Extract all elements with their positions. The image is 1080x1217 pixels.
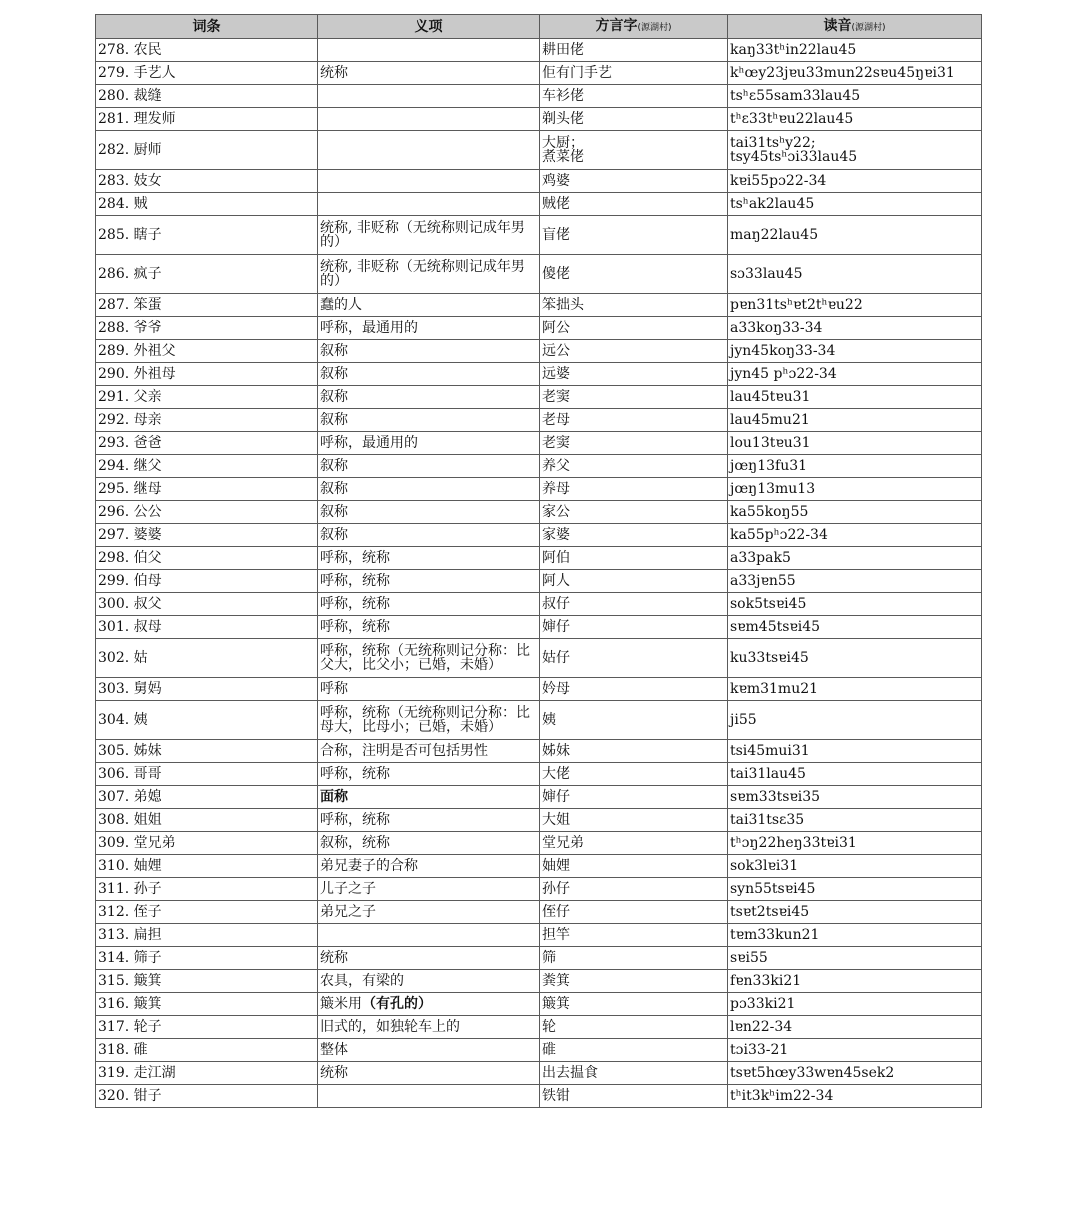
table-row bbox=[96, 740, 982, 763]
table-row bbox=[96, 1016, 982, 1039]
table-row bbox=[96, 108, 982, 131]
cell-gloss: 农具，有梁的 bbox=[318, 970, 540, 993]
table-row bbox=[96, 524, 982, 547]
cell-reading: jyn45 pʰɔ22-34 bbox=[728, 363, 982, 386]
cell-reading: kɐi55pɔ22-34 bbox=[728, 170, 982, 193]
table-row bbox=[96, 432, 982, 455]
cell-reading: ka55koŋ55 bbox=[728, 501, 982, 524]
cell-reading: tʰit3kʰim22-34 bbox=[728, 1085, 982, 1108]
cell-term: 279. 手艺人 bbox=[96, 62, 318, 85]
table-row bbox=[96, 501, 982, 524]
cell-gloss bbox=[318, 85, 540, 108]
cell-term: 313. 扁担 bbox=[96, 924, 318, 947]
cell-dialect: 贼佬 bbox=[540, 193, 728, 216]
table-row bbox=[96, 970, 982, 993]
cell-reading: sɐm45tsɐi45 bbox=[728, 616, 982, 639]
table-row bbox=[96, 593, 982, 616]
table-row bbox=[96, 616, 982, 639]
cell-term: 301. 叔母 bbox=[96, 616, 318, 639]
cell-reading: jyn45koŋ33-34 bbox=[728, 340, 982, 363]
table-row bbox=[96, 855, 982, 878]
cell-term: 320. 钳子 bbox=[96, 1085, 318, 1108]
cell-term: 304. 姨 bbox=[96, 701, 318, 740]
table-row bbox=[96, 386, 982, 409]
cell-gloss: 呼称，最通用的 bbox=[318, 317, 540, 340]
cell-reading: sɔ33lau45 bbox=[728, 255, 982, 294]
cell-term: 306. 哥哥 bbox=[96, 763, 318, 786]
lexicon-table bbox=[95, 14, 982, 1108]
cell-term: 293. 爸爸 bbox=[96, 432, 318, 455]
cell-reading: tsʰak2lau45 bbox=[728, 193, 982, 216]
cell-dialect: 铁钳 bbox=[540, 1085, 728, 1108]
cell-dialect: 侄仔 bbox=[540, 901, 728, 924]
cell-gloss: 呼称，统称 bbox=[318, 593, 540, 616]
cell-gloss: 统称 bbox=[318, 947, 540, 970]
cell-gloss: 呼称 bbox=[318, 678, 540, 701]
cell-dialect: 老窦 bbox=[540, 432, 728, 455]
cell-term: 302. 姑 bbox=[96, 639, 318, 678]
cell-dialect: 孙仔 bbox=[540, 878, 728, 901]
cell-gloss bbox=[318, 108, 540, 131]
cell-reading: tsi45mui31 bbox=[728, 740, 982, 763]
cell-reading: ji55 bbox=[728, 701, 982, 740]
cell-gloss: 蠢的人 bbox=[318, 294, 540, 317]
cell-gloss bbox=[318, 1085, 540, 1108]
cell-term: 284. 贼 bbox=[96, 193, 318, 216]
cell-dialect: 老母 bbox=[540, 409, 728, 432]
table-row bbox=[96, 832, 982, 855]
table-row bbox=[96, 1039, 982, 1062]
table-row bbox=[96, 131, 982, 170]
cell-reading: tsʰɛ55sam33lau45 bbox=[728, 85, 982, 108]
cell-dialect: 老窦 bbox=[540, 386, 728, 409]
table-row bbox=[96, 294, 982, 317]
cell-term: 311. 孙子 bbox=[96, 878, 318, 901]
table-row bbox=[96, 455, 982, 478]
cell-reading: a33pak5 bbox=[728, 547, 982, 570]
cell-term: 280. 裁缝 bbox=[96, 85, 318, 108]
cell-gloss: 叙称 bbox=[318, 524, 540, 547]
table-row bbox=[96, 340, 982, 363]
cell-dialect: 粪箕 bbox=[540, 970, 728, 993]
cell-gloss: 呼称，统称（无统称则记分称：比父大，比父小；已婚，未婚） bbox=[318, 639, 540, 678]
cell-reading: kɐm31mu21 bbox=[728, 678, 982, 701]
cell-term: 298. 伯父 bbox=[96, 547, 318, 570]
cell-reading: tai31lau45 bbox=[728, 763, 982, 786]
cell-gloss: 整体 bbox=[318, 1039, 540, 1062]
cell-term: 299. 伯母 bbox=[96, 570, 318, 593]
cell-gloss: 呼称，最通用的 bbox=[318, 432, 540, 455]
cell-gloss bbox=[318, 131, 540, 170]
cell-term: 309. 堂兄弟 bbox=[96, 832, 318, 855]
cell-dialect: 养父 bbox=[540, 455, 728, 478]
cell-reading: ka55pʰɔ22-34 bbox=[728, 524, 982, 547]
cell-gloss bbox=[318, 39, 540, 62]
cell-term: 295. 继母 bbox=[96, 478, 318, 501]
table-row bbox=[96, 1085, 982, 1108]
table-body bbox=[96, 39, 982, 1108]
table-row bbox=[96, 993, 982, 1016]
cell-gloss: 叙称 bbox=[318, 455, 540, 478]
cell-term: 307. 弟媳 bbox=[96, 786, 318, 809]
cell-dialect: 大佬 bbox=[540, 763, 728, 786]
cell-gloss bbox=[318, 170, 540, 193]
cell-reading: lau45mu21 bbox=[728, 409, 982, 432]
cell-gloss: 统称 bbox=[318, 62, 540, 85]
cell-term: 300. 叔父 bbox=[96, 593, 318, 616]
table-row bbox=[96, 39, 982, 62]
table-row bbox=[96, 639, 982, 678]
cell-gloss: 叙称 bbox=[318, 478, 540, 501]
table-row bbox=[96, 478, 982, 501]
cell-reading: sɐi55 bbox=[728, 947, 982, 970]
cell-dialect: 鸡婆 bbox=[540, 170, 728, 193]
cell-dialect: 妯娌 bbox=[540, 855, 728, 878]
cell-gloss: 叙称 bbox=[318, 501, 540, 524]
cell-gloss: 弟兄妻子的合称 bbox=[318, 855, 540, 878]
cell-reading: kaŋ33tʰin22lau45 bbox=[728, 39, 982, 62]
cell-dialect: 筛 bbox=[540, 947, 728, 970]
cell-reading: lɐn22-34 bbox=[728, 1016, 982, 1039]
cell-dialect: 车衫佬 bbox=[540, 85, 728, 108]
cell-term: 303. 舅妈 bbox=[96, 678, 318, 701]
cell-term: 278. 农民 bbox=[96, 39, 318, 62]
cell-term: 296. 公公 bbox=[96, 501, 318, 524]
cell-dialect: 婶仔 bbox=[540, 616, 728, 639]
table-row bbox=[96, 62, 982, 85]
cell-reading: tʰɔŋ22heŋ33tɐi31 bbox=[728, 832, 982, 855]
table-row bbox=[96, 947, 982, 970]
cell-reading: kʰœy23jɐu33mun22sɐu45ŋɐi31 bbox=[728, 62, 982, 85]
table-row bbox=[96, 85, 982, 108]
table-row bbox=[96, 763, 982, 786]
cell-reading: tɐm33kun21 bbox=[728, 924, 982, 947]
cell-gloss: 呼称，统称 bbox=[318, 809, 540, 832]
cell-term: 294. 继父 bbox=[96, 455, 318, 478]
cell-dialect: 堂兄弟 bbox=[540, 832, 728, 855]
cell-dialect: 远公 bbox=[540, 340, 728, 363]
table-row bbox=[96, 924, 982, 947]
table-row bbox=[96, 701, 982, 740]
cell-dialect: 阿伯 bbox=[540, 547, 728, 570]
cell-gloss: 叙称 bbox=[318, 363, 540, 386]
cell-dialect: 剃头佬 bbox=[540, 108, 728, 131]
cell-gloss: 叙称 bbox=[318, 386, 540, 409]
cell-dialect: 阿公 bbox=[540, 317, 728, 340]
cell-dialect: 簸箕 bbox=[540, 993, 728, 1016]
cell-gloss: 统称, 非贬称（无统称则记成年男的） bbox=[318, 216, 540, 255]
cell-term: 318. 碓 bbox=[96, 1039, 318, 1062]
cell-term: 292. 母亲 bbox=[96, 409, 318, 432]
cell-gloss bbox=[318, 993, 540, 1016]
cell-reading: tʰɛ33tʰɐu22lau45 bbox=[728, 108, 982, 131]
cell-gloss: 合称，注明是否可包括男性 bbox=[318, 740, 540, 763]
cell-reading: pɐn31tsʰɐt2tʰɐu22 bbox=[728, 294, 982, 317]
cell-dialect: 姑仔 bbox=[540, 639, 728, 678]
cell-term: 314. 筛子 bbox=[96, 947, 318, 970]
cell-reading: fɐn33ki21 bbox=[728, 970, 982, 993]
cell-dialect: 远婆 bbox=[540, 363, 728, 386]
cell-gloss: 叙称，统称 bbox=[318, 832, 540, 855]
cell-term: 281. 理发师 bbox=[96, 108, 318, 131]
cell-term: 297. 婆婆 bbox=[96, 524, 318, 547]
cell-term: 286. 疯子 bbox=[96, 255, 318, 294]
cell-reading: syn55tsɐi45 bbox=[728, 878, 982, 901]
cell-reading: jœŋ13fu31 bbox=[728, 455, 982, 478]
table-row bbox=[96, 317, 982, 340]
cell-gloss bbox=[318, 193, 540, 216]
cell-reading: sok5tsɐi45 bbox=[728, 593, 982, 616]
table-row bbox=[96, 786, 982, 809]
cell-gloss: 呼称，统称 bbox=[318, 616, 540, 639]
cell-reading: pɔ33ki21 bbox=[728, 993, 982, 1016]
cell-gloss: 呼称，统称 bbox=[318, 763, 540, 786]
cell-term: 312. 侄子 bbox=[96, 901, 318, 924]
header-reading-sub: (源湖村) bbox=[851, 22, 886, 33]
cell-dialect: 姨 bbox=[540, 701, 728, 740]
table-row bbox=[96, 409, 982, 432]
cell-term: 315. 簸箕 bbox=[96, 970, 318, 993]
cell-dialect: 家公 bbox=[540, 501, 728, 524]
cell-term: 288. 爷爷 bbox=[96, 317, 318, 340]
cell-dialect: 姊妹 bbox=[540, 740, 728, 763]
gloss-text: 簸米用 bbox=[320, 996, 362, 1012]
table-row bbox=[96, 878, 982, 901]
cell-term: 316. 簸箕 bbox=[96, 993, 318, 1016]
cell-reading: tsɐt2tsɐi45 bbox=[728, 901, 982, 924]
cell-gloss: 叙称 bbox=[318, 340, 540, 363]
cell-dialect: 婶仔 bbox=[540, 786, 728, 809]
cell-dialect: 碓 bbox=[540, 1039, 728, 1062]
cell-dialect: 笨拙头 bbox=[540, 294, 728, 317]
table-row bbox=[96, 809, 982, 832]
cell-reading: sok3lɐi31 bbox=[728, 855, 982, 878]
cell-reading: sɐm33tsɐi35 bbox=[728, 786, 982, 809]
cell-term: 317. 轮子 bbox=[96, 1016, 318, 1039]
cell-term: 319. 走江湖 bbox=[96, 1062, 318, 1085]
cell-reading: tai31tsʰy22; tsy45tsʰɔi33lau45 bbox=[728, 131, 982, 170]
table-row bbox=[96, 1062, 982, 1085]
table-row bbox=[96, 216, 982, 255]
cell-dialect: 耕田佬 bbox=[540, 39, 728, 62]
cell-gloss: 呼称，统称 bbox=[318, 547, 540, 570]
cell-dialect: 佢有门手艺 bbox=[540, 62, 728, 85]
cell-gloss: 呼称，统称 bbox=[318, 570, 540, 593]
cell-term: 285. 瞎子 bbox=[96, 216, 318, 255]
cell-dialect: 大姐 bbox=[540, 809, 728, 832]
cell-reading: lau45tɐu31 bbox=[728, 386, 982, 409]
cell-dialect: 盲佬 bbox=[540, 216, 728, 255]
cell-dialect: 担竿 bbox=[540, 924, 728, 947]
table-row bbox=[96, 547, 982, 570]
table-row bbox=[96, 193, 982, 216]
cell-gloss bbox=[318, 924, 540, 947]
cell-dialect: 出去揾食 bbox=[540, 1062, 728, 1085]
cell-term: 310. 妯娌 bbox=[96, 855, 318, 878]
header-term: 词条 bbox=[96, 15, 318, 39]
table-row bbox=[96, 363, 982, 386]
cell-gloss: 面称 bbox=[318, 786, 540, 809]
cell-reading: maŋ22lau45 bbox=[728, 216, 982, 255]
cell-reading: jœŋ13mu13 bbox=[728, 478, 982, 501]
cell-gloss: 叙称 bbox=[318, 409, 540, 432]
cell-term: 287. 笨蛋 bbox=[96, 294, 318, 317]
header-gloss: 义项 bbox=[318, 15, 540, 39]
cell-gloss: 儿子之子 bbox=[318, 878, 540, 901]
cell-term: 289. 外祖父 bbox=[96, 340, 318, 363]
cell-gloss: 弟兄之子 bbox=[318, 901, 540, 924]
cell-term: 282. 厨师 bbox=[96, 131, 318, 170]
header-dialect-sub: (源湖村) bbox=[637, 22, 672, 33]
table-row bbox=[96, 678, 982, 701]
cell-gloss: 统称, 非贬称（无统称则记成年男的） bbox=[318, 255, 540, 294]
cell-term: 283. 妓女 bbox=[96, 170, 318, 193]
cell-dialect: 阿人 bbox=[540, 570, 728, 593]
cell-reading: a33jɐn55 bbox=[728, 570, 982, 593]
cell-dialect: 轮 bbox=[540, 1016, 728, 1039]
gloss-bold-text: （有孔的） bbox=[362, 996, 432, 1012]
cell-dialect: 养母 bbox=[540, 478, 728, 501]
cell-dialect: 叔仔 bbox=[540, 593, 728, 616]
cell-dialect: 家婆 bbox=[540, 524, 728, 547]
cell-dialect: 大厨； 煮菜佬 bbox=[540, 131, 728, 170]
header-row bbox=[96, 15, 982, 39]
cell-term: 290. 外祖母 bbox=[96, 363, 318, 386]
cell-term: 308. 姐姐 bbox=[96, 809, 318, 832]
cell-dialect: 傻佬 bbox=[540, 255, 728, 294]
table-row bbox=[96, 255, 982, 294]
cell-gloss: 呼称，统称（无统称则记分称：比母大，比母小；已婚，未婚） bbox=[318, 701, 540, 740]
cell-reading: ku33tsɐi45 bbox=[728, 639, 982, 678]
header-reading: 读音(源湖村) bbox=[728, 15, 982, 39]
cell-reading: tai31tsɛ35 bbox=[728, 809, 982, 832]
cell-gloss: 旧式的，如独轮车上的 bbox=[318, 1016, 540, 1039]
table-row bbox=[96, 170, 982, 193]
cell-dialect: 妗母 bbox=[540, 678, 728, 701]
cell-reading: lou13tɐu31 bbox=[728, 432, 982, 455]
cell-reading: a33koŋ33-34 bbox=[728, 317, 982, 340]
cell-term: 305. 姊妹 bbox=[96, 740, 318, 763]
cell-reading: tsɐt5hœy33wɐn45sek2 bbox=[728, 1062, 982, 1085]
header-dialect: 方言字(源湖村) bbox=[540, 15, 728, 39]
cell-gloss: 统称 bbox=[318, 1062, 540, 1085]
table-row bbox=[96, 570, 982, 593]
cell-reading: tɔi33-21 bbox=[728, 1039, 982, 1062]
cell-term: 291. 父亲 bbox=[96, 386, 318, 409]
table-row bbox=[96, 901, 982, 924]
